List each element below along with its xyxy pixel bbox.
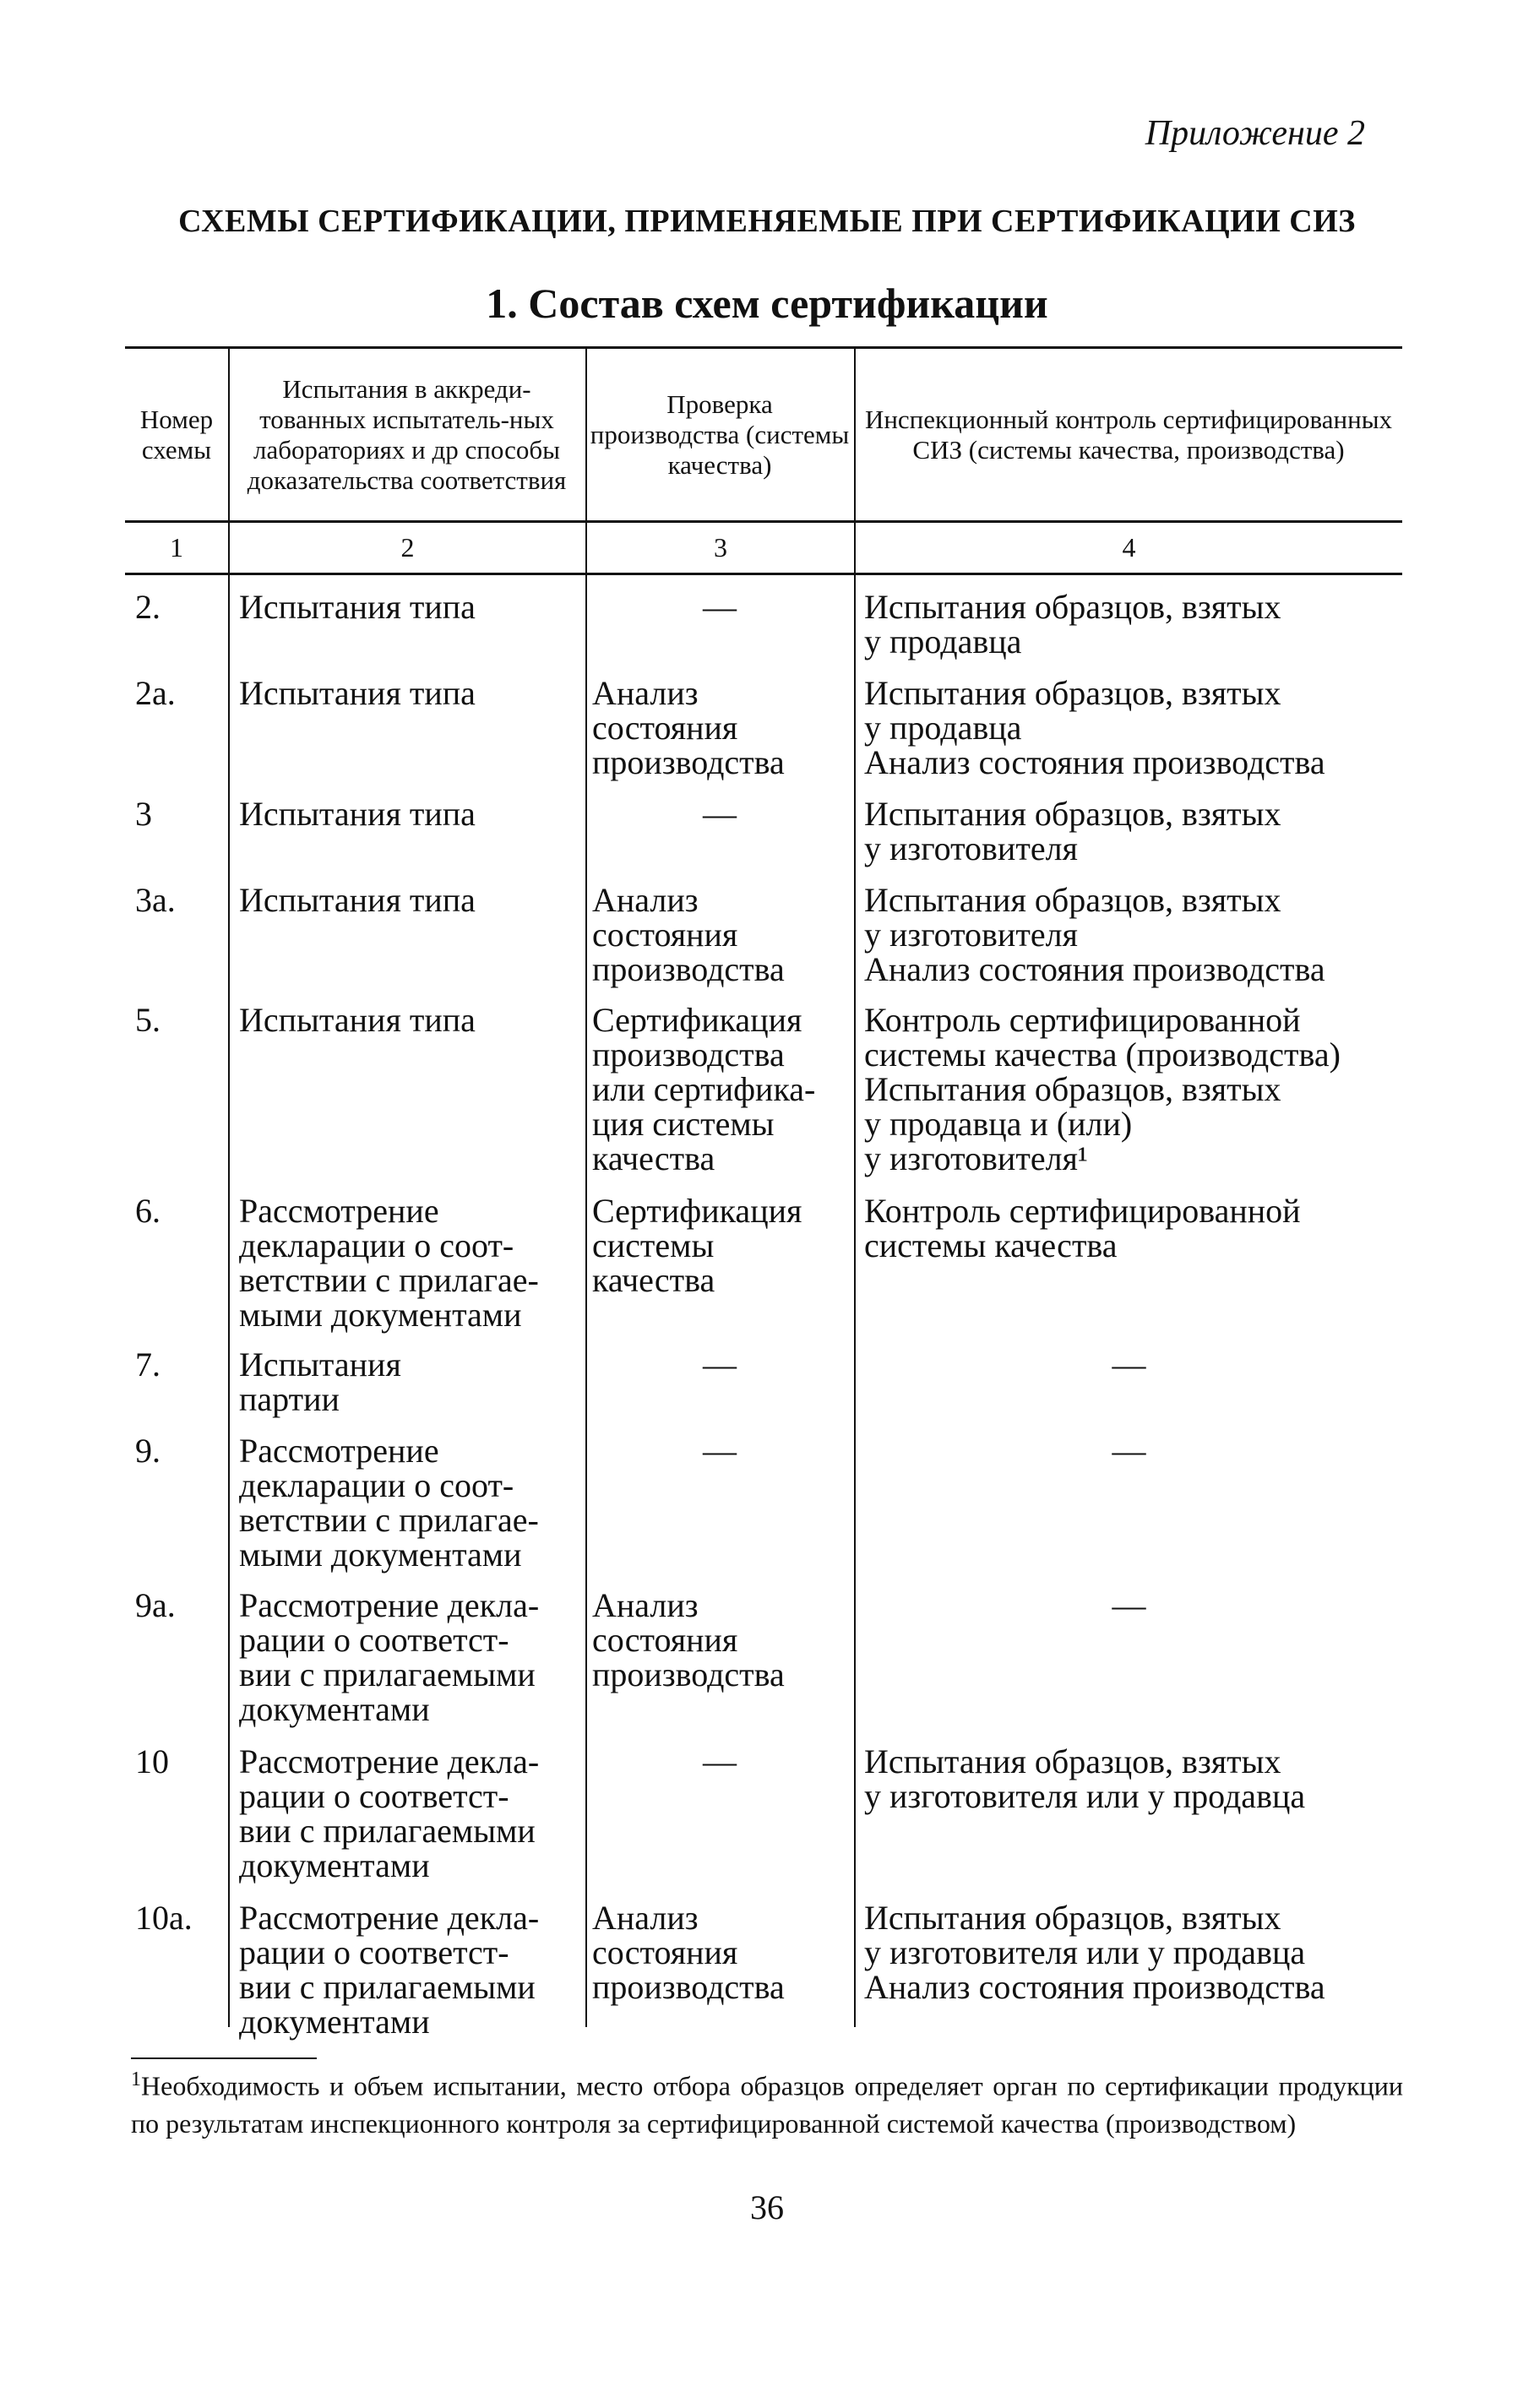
- production-cell: —: [703, 1345, 737, 1383]
- footnote-marker: 1: [131, 2068, 141, 2090]
- column-number: 3: [714, 532, 727, 563]
- scheme-number: 6.: [135, 1192, 160, 1230]
- tests-cell: Испытания партии: [239, 1345, 401, 1418]
- column-number: 2: [400, 532, 415, 563]
- column-divider: [228, 346, 230, 2027]
- scheme-number: 3а.: [135, 881, 176, 919]
- header-rule: [125, 520, 1402, 523]
- footnote: [131, 2061, 1403, 2142]
- production-cell: Анализ состояния производства: [592, 881, 785, 988]
- scheme-number: 3: [135, 795, 152, 833]
- column-number-rule: [125, 573, 1402, 575]
- inspection-cell: Контроль сертифицированной системы качества: [864, 1192, 1301, 1264]
- production-cell: Сертификация производства или сертифика- ция системы качества: [592, 1001, 816, 1177]
- inspection-cell: Испытания образцов, взятых у продавца Анализ состояния производства: [864, 674, 1325, 781]
- production-cell: Анализ состояния производства: [592, 1586, 785, 1693]
- tests-cell: Рассмотрение декларации о соот- ветствии с прилагае- мыми документами: [239, 1192, 539, 1334]
- scheme-number: 2а.: [135, 674, 176, 712]
- inspection-cell: Испытания образцов, взятых у изготовителя или у продавца Анализ состояния производства: [864, 1899, 1325, 2006]
- inspection-cell: Контроль сертифицированной системы качества (производства) Испытания образцов, взятых у продавца и (или) у изготовителя¹: [864, 1001, 1341, 1177]
- inspection-cell: Испытания образцов, взятых у изготовителя Анализ состояния производства: [864, 881, 1325, 988]
- production-cell: —: [703, 1742, 737, 1780]
- header-inspection-control: Инспекционный контроль сертифицированных СИЗ (системы качества, производства): [864, 405, 1393, 465]
- column-divider: [854, 346, 856, 2027]
- header-production-check: Проверка производства (системы качества): [590, 389, 850, 480]
- scheme-number: 2.: [135, 588, 160, 626]
- tests-cell: Испытания типа: [239, 795, 476, 833]
- tests-cell: Рассмотрение декла- рации о соответст- вии с прилагаемыми документами: [239, 1899, 540, 2041]
- tests-cell: Рассмотрение декла- рации о соответст- вии с прилагаемыми документами: [239, 1586, 540, 1728]
- footnote-rule: [131, 2057, 317, 2059]
- inspection-cell: —: [1112, 1432, 1146, 1470]
- tests-cell: Рассмотрение декла- рации о соответст- вии с прилагаемыми документами: [239, 1742, 540, 1884]
- inspection-cell: Испытания образцов, взятых у изготовителя или у продавца: [864, 1742, 1306, 1815]
- tests-cell: Испытания типа: [239, 1001, 476, 1039]
- scheme-number: 7.: [135, 1345, 160, 1383]
- tests-cell: Рассмотрение декларации о соот- ветствии с прилагае- мыми документами: [239, 1432, 539, 1574]
- section-title: 1. Состав схем сертификации: [486, 280, 1048, 327]
- production-cell: —: [703, 588, 737, 626]
- tests-cell: Испытания типа: [239, 881, 476, 919]
- production-cell: Анализ состояния производства: [592, 1899, 785, 2006]
- column-divider: [585, 346, 587, 2027]
- footnote-text: Необходимость и объем испытании, место отбора образцов определяет орган по сертификации продукции по результатам инспекционного контроля за сертифицированной системой качества (производством): [131, 2070, 1403, 2139]
- production-cell: —: [703, 1432, 737, 1470]
- column-number: 4: [1122, 532, 1136, 563]
- scheme-number: 5.: [135, 1001, 160, 1039]
- scheme-number: 9а.: [135, 1586, 176, 1624]
- header-tests: Испытания в аккреди-тованных испытатель-ных лабораториях и др способы доказательства соответствия: [247, 374, 567, 495]
- table-top-rule: [125, 346, 1402, 349]
- main-title: СХЕМЫ СЕРТИФИКАЦИИ, ПРИМЕНЯЕМЫЕ ПРИ СЕРТИФИКАЦИИ СИЗ: [178, 204, 1356, 239]
- scheme-number: 9.: [135, 1432, 160, 1470]
- header-scheme-number: Номер схемы: [139, 405, 214, 465]
- column-number: 1: [170, 532, 183, 563]
- appendix-label: Приложение 2: [1145, 114, 1365, 153]
- production-cell: —: [703, 795, 737, 833]
- page-number: 36: [750, 2188, 784, 2226]
- tests-cell: Испытания типа: [239, 588, 476, 626]
- scheme-number: 10а.: [135, 1899, 193, 1937]
- inspection-cell: —: [1112, 1345, 1146, 1383]
- inspection-cell: Испытания образцов, взятых у продавца: [864, 588, 1281, 660]
- production-cell: Анализ состояния производства: [592, 674, 785, 781]
- production-cell: Сертификация системы качества: [592, 1192, 802, 1299]
- scheme-number: 10: [135, 1742, 169, 1780]
- inspection-cell: —: [1112, 1586, 1146, 1624]
- tests-cell: Испытания типа: [239, 674, 476, 712]
- inspection-cell: Испытания образцов, взятых у изготовителя: [864, 795, 1281, 867]
